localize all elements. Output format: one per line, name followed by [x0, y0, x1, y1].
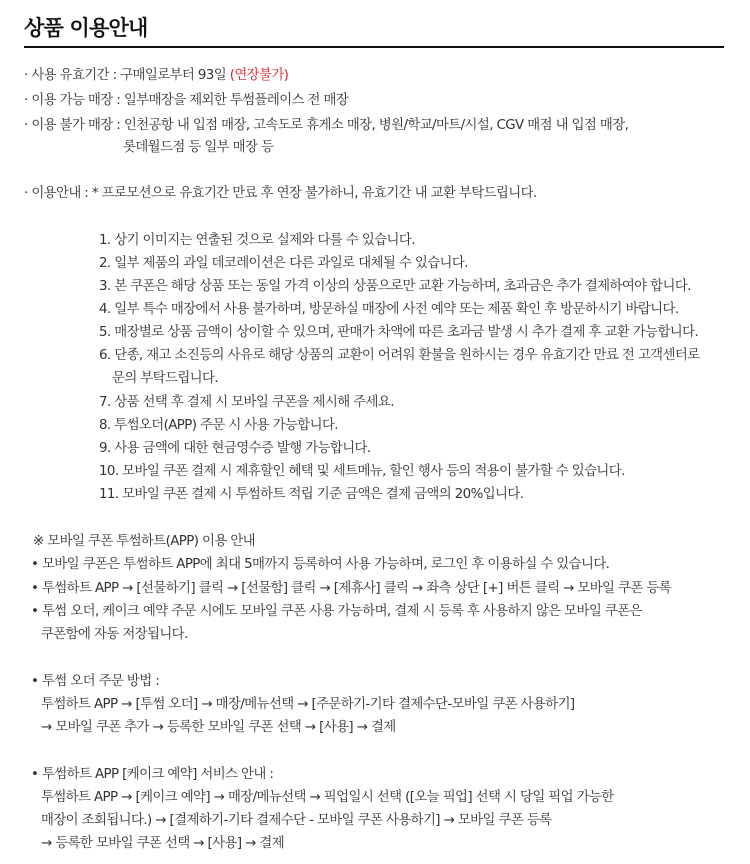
validity-note: (연장불가) [229, 68, 289, 83]
cake-service-line: 매장이 조회됩니다.) → [결제하기-기타 결제수단 - 모바일 쿠폰 사용하기] → 모바일 쿠폰 등록 [41, 813, 552, 828]
page-title: 상품 이용안내 [24, 16, 148, 40]
notice-item: 9. 사용 금액에 대한 현금영수증 발행 가능합니다. [99, 441, 371, 456]
mobile-coupon-line: • 모바일 쿠폰은 투썸하트 APP에 최대 5매까지 등록하여 사용 가능하며, 로그인 후 이용하실 수 있습니다. [31, 557, 610, 572]
notice-item: 8. 투썸오더(APP) 주문 시 사용 가능합니다. [99, 418, 338, 433]
stores-available-line: · 이용 가능 매장 : 일부매장을 제외한 투썸플레이스 전 매장 [24, 93, 349, 108]
cake-service-line: → 등록한 모바일 쿠폰 선택 → [사용] → 결제 [41, 836, 285, 851]
notice-item: 7. 상품 선택 후 결제 시 모바일 쿠폰을 제시해 주세요. [99, 395, 394, 410]
mobile-coupon-line: • 투썸하트 APP → [선물하기] 클릭 → [선물함] 클릭 → [제휴사] 클릭 → 좌측 상단 [+] 버튼 클릭 → 모바일 쿠폰 등록 [31, 581, 672, 596]
order-method-heading: • 투썸 오더 주문 방법 : [31, 674, 160, 689]
order-method-line: 투썸하트 APP → [투썸 오더] → 매장/메뉴선택 → [주문하기-기타 결제수단-모바일 쿠폰 사용하기] [41, 697, 575, 712]
stores-unavailable-line: · 이용 불가 매장 : 인천공항 내 입점 매장, 고속도로 휴게소 매장, 병원/학교/마트/시설, CGV 매점 내 입점 매장, [24, 118, 629, 133]
mobile-coupon-line: • 투썸 오더, 케이크 예약 주문 시에도 모바일 쿠폰 사용 가능하며, 결제 시 등록 후 사용하지 않은 모바일 쿠폰은 [31, 604, 642, 619]
order-method-line: → 모바일 쿠폰 추가 → 등록한 모바일 쿠폰 선택 → [사용] → 결제 [41, 720, 396, 735]
mobile-coupon-line-cont: 쿠폰함에 자동 저장됩니다. [41, 627, 188, 642]
cake-service-heading: • 투썸하트 APP [케이크 예약] 서비스 안내 : [31, 767, 274, 782]
notice-item: 2. 일부 제품의 과일 데코레이션은 다른 과일로 대체될 수 있습니다. [99, 256, 468, 271]
mobile-coupon-heading: ※ 모바일 쿠폰 투썸하트(APP) 이용 안내 [33, 534, 256, 549]
validity-label: · 사용 유효기간 : 구매일로부터 93일 [24, 68, 230, 83]
notice-item: 11. 모바일 쿠폰 결제 시 투썸하트 적립 기준 금액은 결제 금액의 20%입니다. [99, 487, 524, 502]
validity-line [24, 66, 288, 86]
title-divider [24, 46, 724, 48]
notice-item: 1. 상기 이미지는 연출된 것으로 실제와 다를 수 있습니다. [99, 233, 415, 248]
notice-item: 3. 본 쿠폰은 해당 상품 또는 동일 가격 이상의 상품으로만 교환 가능하며, 초과금은 추가 결제하여야 합니다. [99, 279, 691, 294]
stores-unavailable-cont: 롯데월드점 등 일부 매장 등 [123, 140, 274, 155]
notice-item: 5. 매장별로 상품 금액이 상이할 수 있으며, 판매가 차액에 따른 초과금 발생 시 추가 결제 후 교환 가능합니다. [99, 325, 699, 340]
notice-item-cont: 문의 부탁드립니다. [112, 371, 218, 386]
notice-item: 10. 모바일 쿠폰 결제 시 제휴할인 혜택 및 세트메뉴, 할인 행사 등의 적용이 불가할 수 있습니다. [99, 464, 625, 479]
notice-item: 4. 일부 특수 매장에서 사용 불가하며, 방문하실 매장에 사전 예약 또는 제품 확인 후 방문하시기 바랍니다. [99, 302, 679, 317]
usage-notice-line: · 이용안내 : * 프로모션으로 유효기간 만료 후 연장 불가하니, 유효기간 내 교환 부탁드립니다. [24, 186, 537, 201]
notice-item: 6. 단종, 재고 소진등의 사유로 해당 상품의 교환이 어려워 환불을 원하시는 경우 유효기간 만료 전 고객센터로 [99, 348, 700, 363]
cake-service-line: 투썸하트 APP → [케이크 예약] → 매장/메뉴선택 → 픽업일시 선택 ([오늘 픽업] 선택 시 당일 픽업 가능한 [41, 790, 614, 805]
